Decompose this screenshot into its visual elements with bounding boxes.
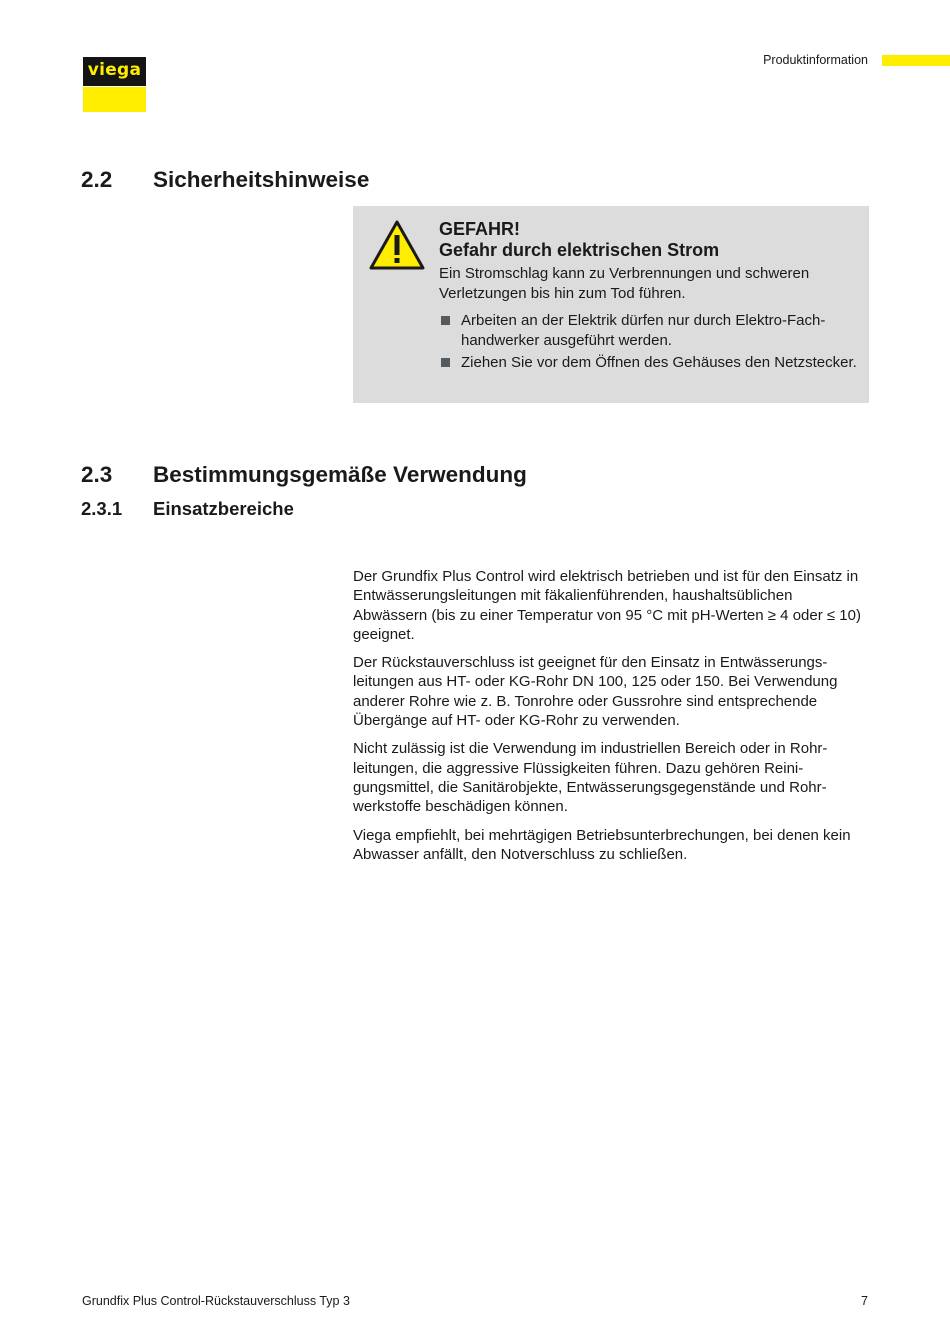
square-bullet-icon <box>441 358 450 367</box>
section-title: Bestimmungsgemäße Verwendung <box>153 462 527 487</box>
warning-heading: Gefahr durch elektrischen Strom <box>439 240 720 260</box>
paragraph: Der Grundfix Plus Control wird elektrisch betrieben und ist für den Einsatz in Entwässerungsleitungen mit fäkalienführenden, haushaltsüblichen Abwässern (bis zu einer Temperatur von 95 °C mit pH-Werten ≥ 4 oder ≤ 10) geeignet. <box>353 568 861 643</box>
section-number: 2.3 <box>81 462 113 487</box>
list-item-text: Ziehen Sie vor dem Öffnen des Gehäuses den Netzstecker. <box>461 354 857 371</box>
paragraph: Viega empfiehlt, bei mehrtägigen Betriebsunterbrechungen, bei denen kein Abwasser anfällt, den Notverschluss zu schließen. <box>353 826 851 863</box>
subsection-number: 2.3.1 <box>81 498 123 519</box>
header-label: Produktinformation <box>763 53 868 67</box>
warning-list <box>439 311 857 373</box>
list-item-text: Arbeiten an der Elektrik dürfen nur durch Elektro-Fachhandwerker ausgeführt werden. <box>461 312 826 349</box>
warning-text: Ein Stromschlag kann zu Verbrennungen und schweren Verletzungen bis hin zum Tod führen. <box>439 265 810 302</box>
paragraph: Der Rückstauverschluss ist geeignet für den Einsatz in Entwässerungsleitungen aus HT- oder KG-Rohr DN 100, 125 oder 150. Bei Verwendung anderer Rohre wie z. B. Tonrohre oder Gussrohre sind entsprechende Übergänge auf HT- oder KG-Rohr zu verwenden. <box>353 654 838 730</box>
square-bullet-icon <box>441 316 450 325</box>
list-item <box>439 353 857 373</box>
section-title: Sicherheitshinweise <box>153 167 370 192</box>
warning-content <box>439 219 857 376</box>
warning-triangle-icon <box>368 219 426 271</box>
viega-logo <box>83 57 146 112</box>
body-text <box>353 567 869 873</box>
danger-warning-box <box>353 206 869 403</box>
paragraph: Nicht zulässig ist die Verwendung im industriellen Bereich oder in Rohrleitungen, die aggressive Flüssigkeiten führen. Dazu gehören Reinigungsmittel, die Sanitärobjekte, Entwässerungsgegenstände und Rohrwerkstoffe beschädigen können. <box>353 740 828 816</box>
list-item <box>439 311 857 350</box>
header-yellow-bar <box>882 55 950 66</box>
logo-yellow-block <box>83 87 146 112</box>
logo-wordmark: viega <box>83 57 146 86</box>
warning-signal-word: GEFAHR! <box>439 219 520 239</box>
footer-page-number: 7 <box>861 1294 868 1308</box>
section-number: 2.2 <box>81 167 113 192</box>
footer-document-title: Grundfix Plus Control-Rückstauverschluss Typ 3 <box>82 1294 350 1308</box>
subsection-title: Einsatzbereiche <box>153 498 294 519</box>
